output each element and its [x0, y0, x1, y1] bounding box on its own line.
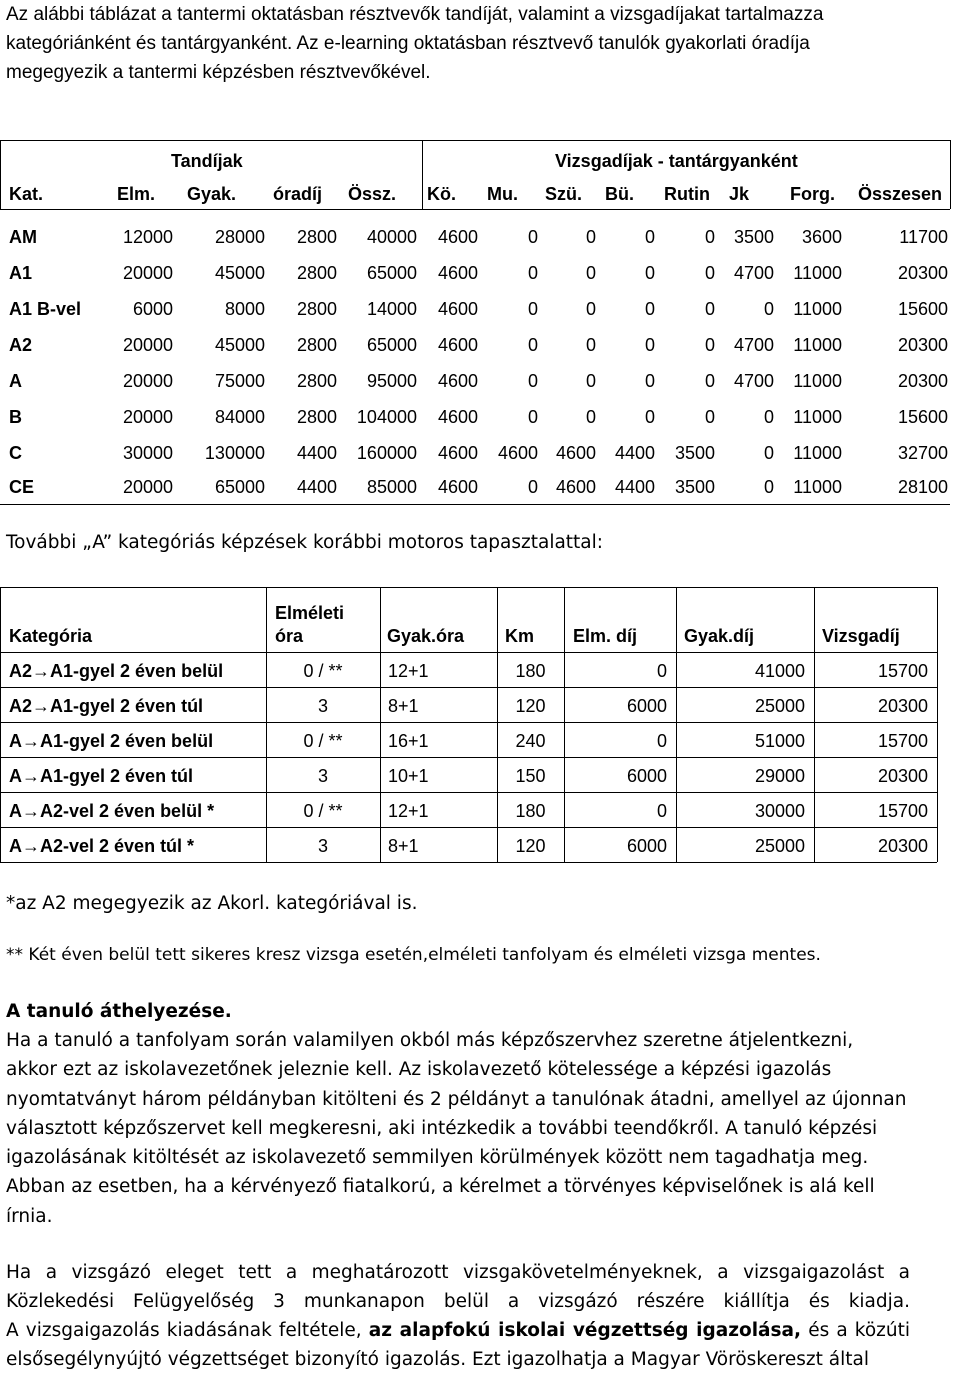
fee-table-cell: 3500 — [733, 227, 774, 247]
fee-table-cell: 4600 — [555, 477, 596, 497]
fee-table-cell: 4600 — [437, 407, 478, 427]
fee-table-cell: 4600 — [437, 443, 478, 463]
fee-table-cell: 0 — [704, 299, 715, 319]
fee-table-cell: 0 — [527, 263, 538, 283]
fee-table-cell: 0 — [704, 263, 715, 283]
header-gyak-ora: Gyak.óra — [387, 626, 465, 646]
fee-table-cell: 2800 — [296, 371, 337, 391]
footnote-kresz: ** Két éven belül tett sikeres kresz vizsga esetén,elméleti tanfolyam és elméleti vizsga mentes. — [6, 945, 821, 965]
fee-table-cell: 4700 — [733, 371, 774, 391]
fee-table-cell: 14000 — [366, 299, 417, 319]
fee-table-header: Szü. — [545, 184, 583, 204]
fee-table-cell: 11000 — [793, 407, 842, 427]
intro-paragraph: Az alábbi táblázat a tantermi oktatásban résztvevők tandíját, valamint a vizsgadíjakat tartalmazza kategóriánként és tantárgyanként. Az e-learning oktatásban résztvevő tanulók gyakorlati óradíja megegyezik a tantermi képzésben résztvevőkével. — [6, 4, 824, 83]
fee-table-header: Bü. — [605, 184, 634, 204]
fee-table-cell: 4600 — [437, 227, 478, 247]
a-table-cell-elm-ora: 3 — [317, 766, 328, 786]
a-table-cell-elm-ora: 3 — [317, 696, 328, 716]
a-table-cell-gyak-ora: 16+1 — [388, 731, 429, 751]
a-table-cell-elm-dij: 0 — [656, 801, 667, 821]
fee-table-row-label: AM — [9, 227, 37, 247]
fee-table-cell: 15600 — [897, 407, 948, 427]
fee-table-cell: 4600 — [497, 443, 538, 463]
fee-table-cell: 20300 — [897, 335, 948, 355]
a-table-row-label: A→A1-gyel 2 éven belül — [9, 731, 214, 751]
fee-table-cell: 130000 — [204, 443, 265, 463]
fee-table-cell: 20000 — [122, 371, 173, 391]
fee-table-cell: 0 — [585, 407, 596, 427]
fee-table-cell: 6000 — [132, 299, 173, 319]
a-table-cell-km: 180 — [515, 661, 546, 681]
a-table-cell-km: 150 — [515, 766, 546, 786]
a-table-row-label: A→A2-vel 2 éven belül * — [9, 801, 215, 821]
fee-table-cell: 2800 — [296, 407, 337, 427]
fee-table-cell: 11000 — [793, 299, 842, 319]
fee-table-header: Rutin — [664, 184, 710, 204]
fee-table-cell: 28100 — [897, 477, 948, 497]
footnote-a2: *az A2 megegyezik az Akorl. kategóriával is. — [6, 893, 418, 914]
fee-table-header: Gyak. — [187, 184, 237, 204]
fee-table-cell: 4600 — [437, 299, 478, 319]
fee-table-cell: 0 — [644, 299, 655, 319]
fee-table-cell: 30000 — [122, 443, 173, 463]
fee-table-header: Elm. — [117, 184, 156, 204]
fee-table-cell: 11000 — [793, 371, 842, 391]
fee-table-row-label: CE — [9, 477, 35, 497]
fee-table-header: Forg. — [790, 184, 835, 204]
fee-table-cell: 0 — [585, 371, 596, 391]
fee-table-cell: 65000 — [214, 477, 265, 497]
fee-table-cell: 3500 — [674, 443, 715, 463]
a-table-cell-elm-dij: 6000 — [626, 766, 667, 786]
fee-table-cell: 32700 — [897, 443, 948, 463]
a-table-cell-elm-ora: 0 / ** — [303, 801, 343, 821]
fee-table-cell: 20000 — [122, 263, 173, 283]
fee-table-cell: 0 — [644, 407, 655, 427]
fee-table-cell: 75000 — [214, 371, 265, 391]
fee-table-cell: 0 — [644, 335, 655, 355]
group-header-tandijak: Tandíjak — [171, 151, 243, 171]
fee-table-header: Összesen — [858, 184, 943, 204]
fee-table-row-label: A1 B-vel — [9, 299, 82, 319]
transfer-heading: A tanuló áthelyezése. — [6, 1001, 232, 1022]
a-table-cell-km: 240 — [515, 731, 546, 751]
a-table-cell-elm-ora: 0 / ** — [303, 661, 343, 681]
fee-table-cell: 28000 — [214, 227, 265, 247]
fee-table-cell: 11700 — [899, 227, 948, 247]
fee-table-cell: 2800 — [296, 263, 337, 283]
fee-table-cell: 4700 — [733, 263, 774, 283]
a-table-cell-gyak-dij: 41000 — [754, 661, 805, 681]
a-table-cell-vizsgadij: 15700 — [877, 661, 928, 681]
fee-table-cell: 0 — [527, 227, 538, 247]
fee-table-cell: 20000 — [122, 335, 173, 355]
fee-table-cell: 2800 — [296, 335, 337, 355]
fee-table-cell: 0 — [585, 335, 596, 355]
fee-table-cell: 4600 — [437, 263, 478, 283]
fee-table-cell: 4700 — [733, 335, 774, 355]
a-table-cell-vizsgadij: 15700 — [877, 731, 928, 751]
fee-table-cell: 40000 — [366, 227, 417, 247]
fee-table-cell: 11000 — [793, 477, 842, 497]
fee-table-cell: 4600 — [437, 335, 478, 355]
a-table-row-label: A2→A1-gyel 2 éven belül — [9, 661, 224, 681]
fee-table-header: Kö. — [427, 184, 456, 204]
fee-table-header: Össz. — [348, 184, 397, 204]
fee-table-cell: 0 — [644, 371, 655, 391]
fee-table-cell: 0 — [527, 371, 538, 391]
header-gyak-dij: Gyak.díj — [684, 626, 755, 646]
fee-table-cell: 11000 — [793, 263, 842, 283]
fee-table-cell: 0 — [704, 371, 715, 391]
fee-table-cell: 4400 — [614, 477, 655, 497]
a-table-cell-vizsgadij: 20300 — [877, 696, 928, 716]
fee-table-cell: 0 — [763, 443, 774, 463]
fee-table — [0, 140, 950, 510]
fee-table-cell: 104000 — [356, 407, 417, 427]
a-table-cell-gyak-ora: 10+1 — [388, 766, 429, 786]
fee-table-cell: 2800 — [296, 299, 337, 319]
fee-table-row-label: A2 — [9, 335, 33, 355]
fee-table-header: Kat. — [9, 184, 44, 204]
a-table-cell-elm-ora: 3 — [317, 836, 328, 856]
group-header-vizsgadijak: Vizsgadíjak - tantárgyanként — [555, 151, 798, 171]
a-table-cell-gyak-dij: 30000 — [754, 801, 805, 821]
fee-table-cell: 20300 — [897, 263, 948, 283]
header-elmeleti-ora: óra — [275, 626, 304, 646]
fee-table-cell: 160000 — [356, 443, 417, 463]
a-table-cell-gyak-dij: 29000 — [754, 766, 805, 786]
fee-table-cell: 20000 — [122, 477, 173, 497]
fee-table-cell: 0 — [585, 299, 596, 319]
a-table-cell-elm-dij: 6000 — [626, 836, 667, 856]
a-table-cell-elm-dij: 0 — [656, 661, 667, 681]
fee-table-cell: 4400 — [296, 477, 337, 497]
certificate-text-bold: az alapfokú iskolai végzettség igazolása, — [368, 1320, 802, 1341]
header-kategoria: Kategória — [9, 626, 93, 646]
transfer-paragraph: Ha a tanuló a tanfolyam során valamilyen okból más képzőszervhez szeretne átjelentkezni, akkor ezt az iskolavezetőnek jeleznie kell. Az iskolavezető kötelessége a képzési igazolás nyomtatványt három példányban kitölteni és 2 példányt a tanulónak átadni, amellyel az újonnan választott képzőszervet kell megkeresni, aki intézkedik a további teendőkről. A tanuló képzési igazolásának kitöltését az iskolavezető semmilyen körülmények között nem tagadhatja meg. Abban az esetben, ha a kérvényező fiatalkorú, a kérelmet a törvényes képviselőnek is alá kell írnia. — [6, 1030, 907, 1227]
fee-table-cell: 8000 — [224, 299, 265, 319]
fee-table-cell: 95000 — [366, 371, 417, 391]
exam-paragraph: Ha a vizsgázó eleget tett a meghatározott vizsgakövetelményeknek, a vizsgaigazolást a Közlekedési Felügyelőség 3 munkanapon belül a vizsgázó részére kiállítja és kiadja. — [6, 1262, 910, 1313]
fee-table-row-label: A1 — [9, 263, 33, 283]
fee-table-cell: 0 — [644, 263, 655, 283]
fee-table-cell: 0 — [704, 335, 715, 355]
fee-table-cell: 0 — [527, 477, 538, 497]
fee-table-cell: 45000 — [214, 263, 265, 283]
fee-table-cell: 15600 — [897, 299, 948, 319]
fee-table-cell: 0 — [527, 299, 538, 319]
certificate-paragraph — [6, 1316, 910, 1375]
fee-table-cell: 0 — [527, 335, 538, 355]
a-table-cell-vizsgadij: 20300 — [877, 836, 928, 856]
fee-table-cell: 0 — [527, 407, 538, 427]
fee-table-cell: 85000 — [366, 477, 417, 497]
a-table-row-label: A2→A1-gyel 2 éven túl — [9, 696, 204, 716]
a-table-cell-gyak-dij: 25000 — [754, 836, 805, 856]
header-km: Km — [505, 626, 535, 646]
fee-table-cell: 0 — [763, 477, 774, 497]
a-table-cell-vizsgadij: 15700 — [877, 801, 928, 821]
a-table-cell-gyak-ora: 8+1 — [388, 696, 419, 716]
fee-table-header: óradíj — [273, 184, 323, 204]
fee-table-row-label: C — [9, 443, 22, 463]
fee-table-cell: 3600 — [801, 227, 842, 247]
header-vizsgadij: Vizsgadíj — [822, 626, 900, 646]
fee-table-cell: 4600 — [555, 443, 596, 463]
fee-table-cell: 84000 — [214, 407, 265, 427]
fee-table-cell: 0 — [763, 407, 774, 427]
fee-table-cell: 2800 — [296, 227, 337, 247]
a-table-row-label: A→A2-vel 2 éven túl * — [9, 836, 195, 856]
fee-table-header: Jk — [729, 184, 750, 204]
a-table-cell-km: 180 — [515, 801, 546, 821]
fee-table-cell: 4600 — [437, 477, 478, 497]
a-table-cell-gyak-ora: 12+1 — [388, 801, 429, 821]
fee-table-cell: 4400 — [296, 443, 337, 463]
fee-table-row-label: B — [9, 407, 22, 427]
fee-table-cell: 65000 — [366, 335, 417, 355]
fee-table-cell: 0 — [585, 263, 596, 283]
fee-table-cell: 4400 — [614, 443, 655, 463]
a-table-cell-km: 120 — [515, 696, 546, 716]
a-table-cell-gyak-ora: 8+1 — [388, 836, 419, 856]
a-table-cell-elm-dij: 0 — [656, 731, 667, 751]
fee-table-cell: 45000 — [214, 335, 265, 355]
a-training-table — [0, 587, 940, 872]
fee-table-cell: 4600 — [437, 371, 478, 391]
a-table-cell-elm-ora: 0 / ** — [303, 731, 343, 751]
fee-table-cell: 65000 — [366, 263, 417, 283]
fee-table-header: Mu. — [487, 184, 518, 204]
fee-table-cell: 0 — [585, 227, 596, 247]
a-table-cell-vizsgadij: 20300 — [877, 766, 928, 786]
a-table-cell-elm-dij: 6000 — [626, 696, 667, 716]
a-table-cell-gyak-ora: 12+1 — [388, 661, 429, 681]
fee-table-cell: 20300 — [897, 371, 948, 391]
fee-table-cell: 0 — [704, 227, 715, 247]
fee-table-cell: 11000 — [793, 335, 842, 355]
a-table-cell-gyak-dij: 25000 — [754, 696, 805, 716]
a-table-cell-gyak-dij: 51000 — [754, 731, 805, 751]
header-elmeleti: Elméleti — [275, 603, 345, 623]
header-elm-dij: Elm. díj — [573, 626, 638, 646]
fee-table-cell: 0 — [644, 227, 655, 247]
fee-table-cell: 20000 — [122, 407, 173, 427]
fee-table-cell: 0 — [763, 299, 774, 319]
a-table-cell-km: 120 — [515, 836, 546, 856]
section-title-a-training: További „A” kategóriás képzések korábbi motoros tapasztalattal: — [6, 532, 604, 553]
certificate-text-end: és a közúti elsősegélynyújtó végzettséget bizonyító igazolás. Ezt igazolhatja a Magyar Vöröskereszt által — [6, 1320, 910, 1371]
fee-table-cell: 3500 — [674, 477, 715, 497]
fee-table-cell: 11000 — [793, 443, 842, 463]
fee-table-cell: 0 — [704, 407, 715, 427]
fee-table-cell: 12000 — [122, 227, 173, 247]
fee-table-row-label: A — [9, 371, 22, 391]
certificate-text-start: A vizsgaigazolás kiadásának feltétele, — [6, 1320, 362, 1341]
a-table-row-label: A→A1-gyel 2 éven túl — [9, 766, 194, 786]
